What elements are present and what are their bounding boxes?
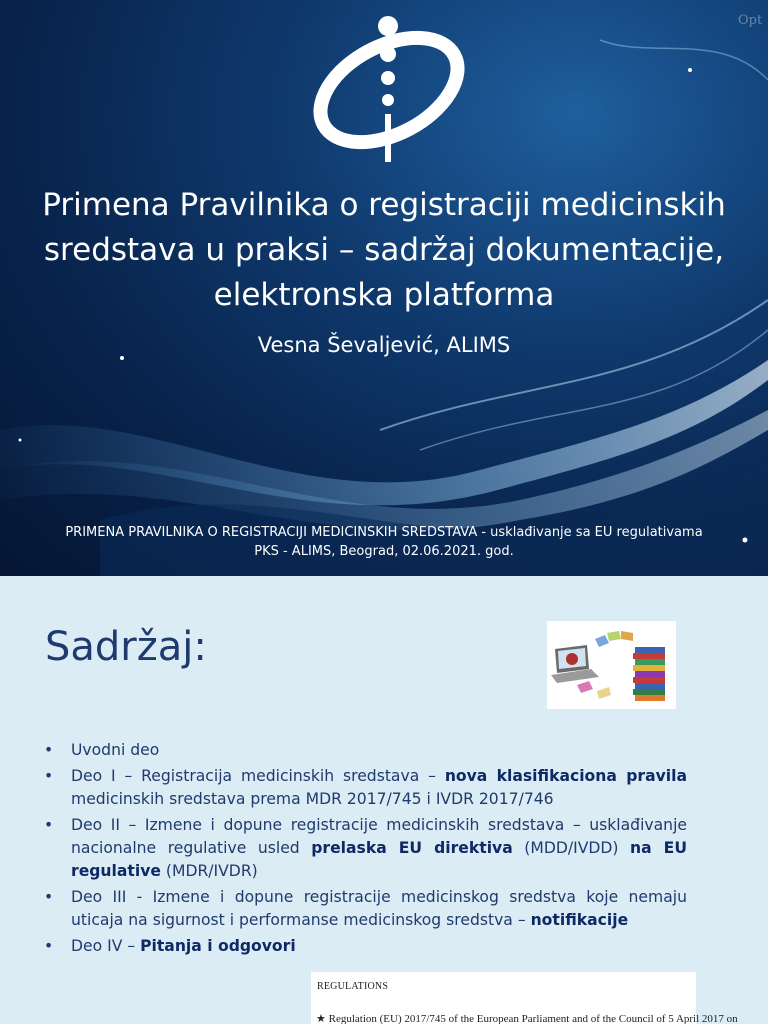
contents-heading: Sadržaj:	[45, 624, 207, 670]
regulation-document-image	[311, 972, 738, 1024]
bullet-icon: •	[44, 741, 54, 759]
books-laptop-icon	[547, 621, 676, 709]
bullet-icon: •	[44, 888, 54, 906]
author-name: Vesna Ševaljević, ALIMS	[257, 333, 511, 357]
bullet-icon: •	[44, 767, 54, 785]
title-line-3: elektronska platforma	[213, 277, 555, 313]
list-item: • Uvodni deo	[44, 739, 687, 762]
contents-slide	[0, 576, 768, 1024]
slide-footer	[10, 523, 758, 561]
title-line-1: Primena Pravilnika o registraciji medicinskih	[42, 187, 726, 223]
footer-line-1: PRIMENA PRAVILNIKA O REGISTRACIJI MEDICINSKIH SREDSTAVA - usklađivanje sa EU regulativama	[65, 525, 703, 540]
list-item: • Deo III - Izmene i dopune registracije medicinskog sredstva koje nemaju uticaja na sigurnost i performanse medicinskog sredstva – notifikacije	[44, 888, 687, 929]
corner-text: Opt	[738, 13, 763, 28]
list-item: • Deo IV – Pitanja i odgovori	[44, 935, 687, 958]
footer-line-2: PKS - ALIMS, Beograd, 02.06.2021. god.	[254, 544, 514, 559]
list-item: • Deo II – Izmene i dopune registracije medicinskih sredstava – usklađivanje nacionalne regulative usled prelaska EU direktiva (MDD/IVDD) na EU regulative (MDR/IVDR)	[44, 816, 688, 880]
list-item: • Deo I – Registracija medicinskih sredstava – nova klasifikaciona pravila medicinskih sredstava prema MDR 2017/745 i IVDR 2017/746	[44, 767, 687, 808]
bullet-icon: •	[44, 937, 54, 955]
regulation-line: ★ Regulation (EU) 2017/745 of the European Parliament and of the Council of 5 April 2017 on	[316, 1013, 738, 1024]
alims-logo-icon	[308, 14, 470, 166]
title-line-2: sredstava u praksi – sadržaj dokumentacije,	[43, 232, 725, 268]
presentation-title	[20, 183, 748, 318]
regulations-header: REGULATIONS	[317, 981, 389, 992]
bullet-icon: •	[44, 816, 54, 834]
contents-list	[44, 739, 687, 961]
